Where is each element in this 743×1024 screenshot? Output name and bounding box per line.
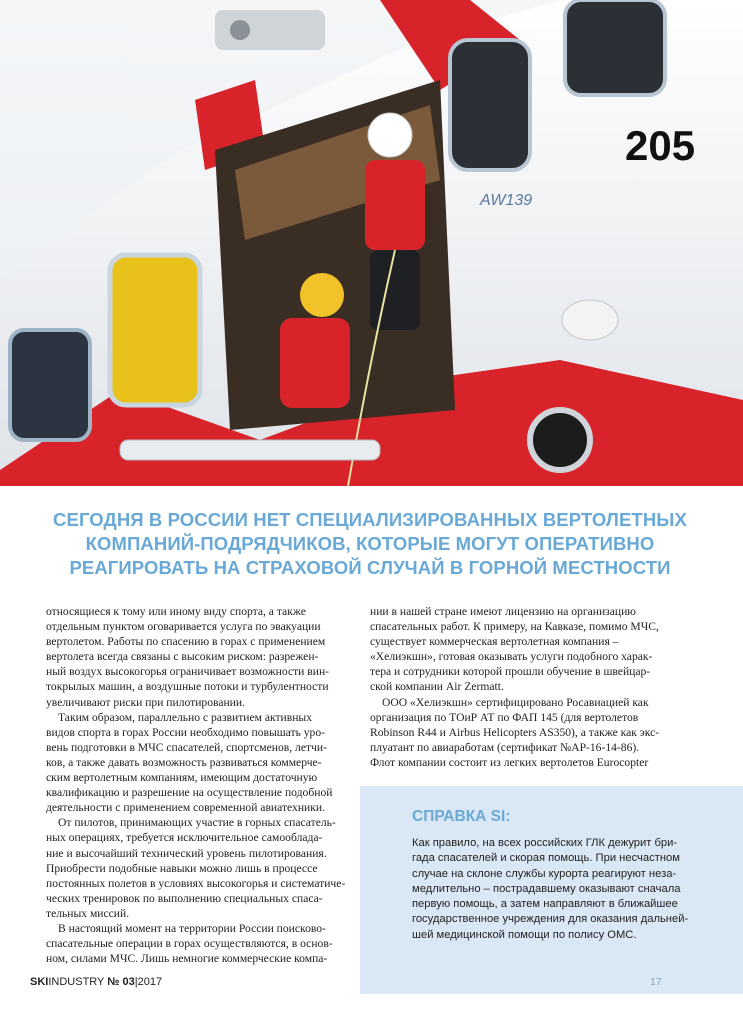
page-number: 17 <box>650 976 662 988</box>
sidebar-text <box>412 836 712 943</box>
text-line: Robinson R44 и Airbus Helicopters AS350), а также как экс- <box>370 725 660 739</box>
sidebar-line: медлительно – пострадавшему оказывают сначала <box>412 882 681 895</box>
issue-year: 2017 <box>137 976 163 988</box>
text-line: существует коммерческая вертолетная компания – <box>370 635 619 649</box>
text-line: ных операциях, требуется исключительное самооблада- <box>46 831 323 845</box>
sidebar-line: шей медицинской помощи по полису ОМС. <box>412 928 637 941</box>
text-line: нии в нашей стране имеют лицензию на организацию <box>370 605 636 618</box>
text-line: организация по ТОиР АТ по ФАП 145 (для вертолетов <box>370 710 639 724</box>
magazine-footer <box>30 976 162 988</box>
brand-industry: INDUSTRY <box>48 976 105 988</box>
text-line: Флот компании состоит из легких вертолетов Eurocopter <box>370 755 649 769</box>
sidebar-line: гада спасателей и скорая помощь. При несчастном <box>412 852 680 865</box>
text-line: деятельности с применением современной авиатехники. <box>46 801 325 815</box>
text-line: вертолета всегда связаны с высоким риском: разрежен- <box>46 650 319 664</box>
tail-number: 205 <box>625 122 696 169</box>
text-line: увеличивают риски при пилотировании. <box>46 695 245 709</box>
headline-line: РЕАГИРОВАТЬ НА СТРАХОВОЙ СЛУЧАЙ В ГОРНОЙ МЕСТНОСТИ <box>69 557 671 578</box>
text-line: «Хелиэкшн», готовая оказывать услуги подобного харак- <box>370 650 653 664</box>
text-line: Таким образом, параллельно с развитием активных <box>58 710 313 724</box>
sidebar-line: случае на склоне службы курорта реагируют неза- <box>412 867 677 880</box>
text-line: относящиеся к тому или иному виду спорта, а также <box>46 605 306 618</box>
sidebar-line: первую помощь, а затем направляют в ближайшее <box>412 898 678 911</box>
text-line: ской компании Air Zermatt. <box>370 680 504 694</box>
text-line: ный воздух высокогорья ограничивает возможности вин- <box>46 665 330 679</box>
text-line: От пилотов, принимающих участие в горных спасатель- <box>58 816 336 830</box>
text-line: вертолетом. Работы по спасению в горах с применением <box>46 635 326 649</box>
text-line: Приобрести подобные навыки можно лишь в процессе <box>46 861 318 875</box>
sidebar-line: государственное учреждения для оказания дальней- <box>412 913 689 926</box>
headline-line: СЕГОДНЯ В РОССИИ НЕТ СПЕЦИАЛИЗИРОВАННЫХ ВЕРТОЛЕТНЫХ <box>53 509 687 530</box>
article-right-column <box>370 604 670 770</box>
text-line: отдельным пунктом оговаривается услуга по эвакуации <box>46 620 321 634</box>
text-line: ков, а также давать возможность развиваться коммерче- <box>46 755 322 769</box>
text-line: ООО «Хелиэкшн» сертифицировано Росавиацией как <box>382 695 649 709</box>
text-line: квалификацию и разрешение на осуществление подобной <box>46 786 333 800</box>
article-left-column <box>46 604 356 966</box>
model-badge: AW139 <box>480 192 533 209</box>
brand-ski: SKI <box>30 976 49 988</box>
text-line: токрылых машин, а воздушные потоки и турбулентности <box>46 680 329 694</box>
text-line: ние и высочайший технический уровень пилотирования. <box>46 846 327 860</box>
helicopter-rescue-photo <box>0 0 743 486</box>
text-line: плуатант по авиаработам (сертификат №АР-16-14-86). <box>370 740 640 754</box>
text-line: тера и сотрудники которой прошли обучение в швейцар- <box>370 665 651 679</box>
issue-number: № 03 <box>107 976 135 988</box>
footer-separator: | <box>134 976 138 988</box>
text-line: ским вертолетным компаниям, имеющим достаточную <box>46 771 318 785</box>
sidebar-title: СПРАВКА SI: <box>412 808 511 825</box>
text-line: вень подготовки в МЧС спасателей, спортсменов, летчи- <box>46 740 327 754</box>
info-sidebar <box>360 786 743 994</box>
text-line: постоянных полетов в условиях высокогорья и систематиче- <box>46 876 346 890</box>
text-line: видов спорта в горах России необходимо повышать уро- <box>46 725 326 739</box>
text-line: спасательных работ. К примеру, на Кавказе, помимо МЧС, <box>370 620 659 634</box>
headline <box>40 508 700 580</box>
text-line: В настоящий момент на территории России поисково- <box>58 921 326 935</box>
text-line: тельных миссий. <box>46 906 130 920</box>
text-line: ческих тренировок по выполнению специальных спаса- <box>46 891 323 905</box>
headline-line: КОМПАНИЙ-ПОДРЯДЧИКОВ, КОТОРЫЕ МОГУТ ОПЕРАТИВНО <box>85 533 655 554</box>
sidebar-line: Как правило, на всех российских ГЛК дежурит бри- <box>412 837 678 849</box>
text-line: спасательные операции в горах осуществляются, в основ- <box>46 937 333 951</box>
text-line: ном, силами МЧС. Лишь немногие коммерческие компа- <box>46 952 328 966</box>
